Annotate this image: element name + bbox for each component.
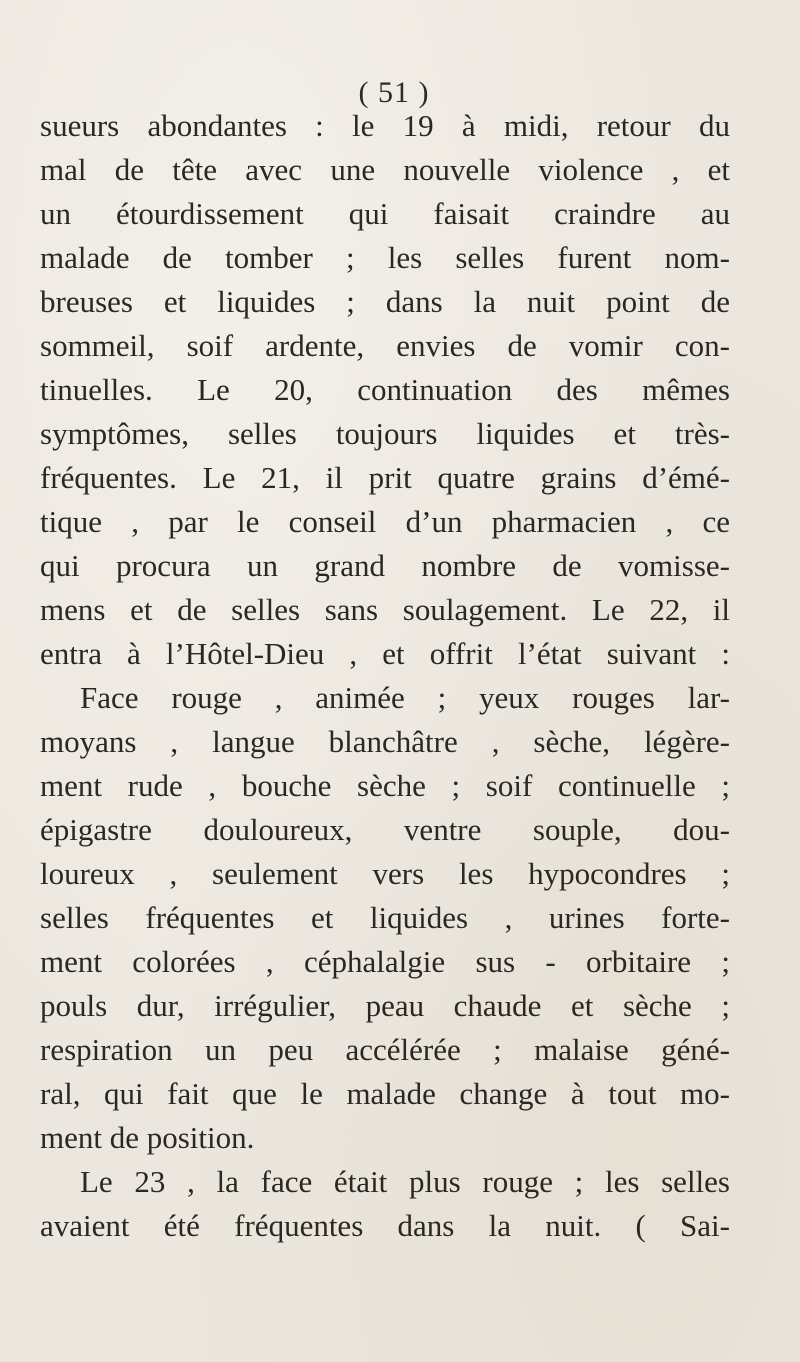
body-text — [40, 104, 730, 1248]
text-line: malade de tomber ; les selles furent nom- — [40, 240, 730, 275]
text-line: loureux , seulement vers les hypocondres ; — [40, 856, 730, 891]
text-line: pouls dur, irrégulier, peau chaude et sèche ; — [40, 988, 730, 1023]
text-line: ment rude , bouche sèche ; soif continuelle ; — [40, 768, 730, 803]
text-line-paragraph-end: ment de position. — [40, 1120, 255, 1155]
text-line: tinuelles. Le 20, continuation des mêmes — [40, 372, 730, 407]
text-line: breuses et liquides ; dans la nuit point de — [40, 284, 730, 319]
text-line: tique , par le conseil d’un pharmacien , ce — [40, 504, 730, 539]
text-line: fréquentes. Le 21, il prit quatre grains d’émé- — [40, 460, 730, 495]
text-line: entra à l’Hôtel-Dieu , et offrit l’état suivant : — [40, 636, 730, 671]
text-line: moyans , langue blanchâtre , sèche, légère- — [40, 724, 730, 759]
text-line-paragraph-start: Face rouge , animée ; yeux rouges lar- — [80, 680, 730, 715]
text-line: qui procura un grand nombre de vomisse- — [40, 548, 730, 583]
text-line: sommeil, soif ardente, envies de vomir con- — [40, 328, 730, 363]
text-line: ment colorées , céphalalgie sus - orbitaire ; — [40, 944, 730, 979]
text-line: avaient été fréquentes dans la nuit. ( Sai- — [40, 1208, 730, 1243]
text-line: un étourdissement qui faisait craindre au — [40, 196, 730, 231]
text-line: ral, qui fait que le malade change à tout mo- — [40, 1076, 730, 1111]
text-line: selles fréquentes et liquides , urines forte- — [40, 900, 730, 935]
text-line-paragraph-start: Le 23 , la face était plus rouge ; les selles — [80, 1164, 730, 1199]
text-line: mal de tête avec une nouvelle violence , et — [40, 152, 730, 187]
text-line: épigastre douloureux, ventre souple, dou- — [40, 812, 730, 847]
text-line: sueurs abondantes : le 19 à midi, retour du — [40, 108, 730, 143]
text-line: respiration un peu accélérée ; malaise géné- — [40, 1032, 730, 1067]
text-line: symptômes, selles toujours liquides et très- — [40, 416, 730, 451]
text-line: mens et de selles sans soulagement. Le 22, il — [40, 592, 730, 627]
page-number: ( 51 ) — [358, 76, 430, 109]
